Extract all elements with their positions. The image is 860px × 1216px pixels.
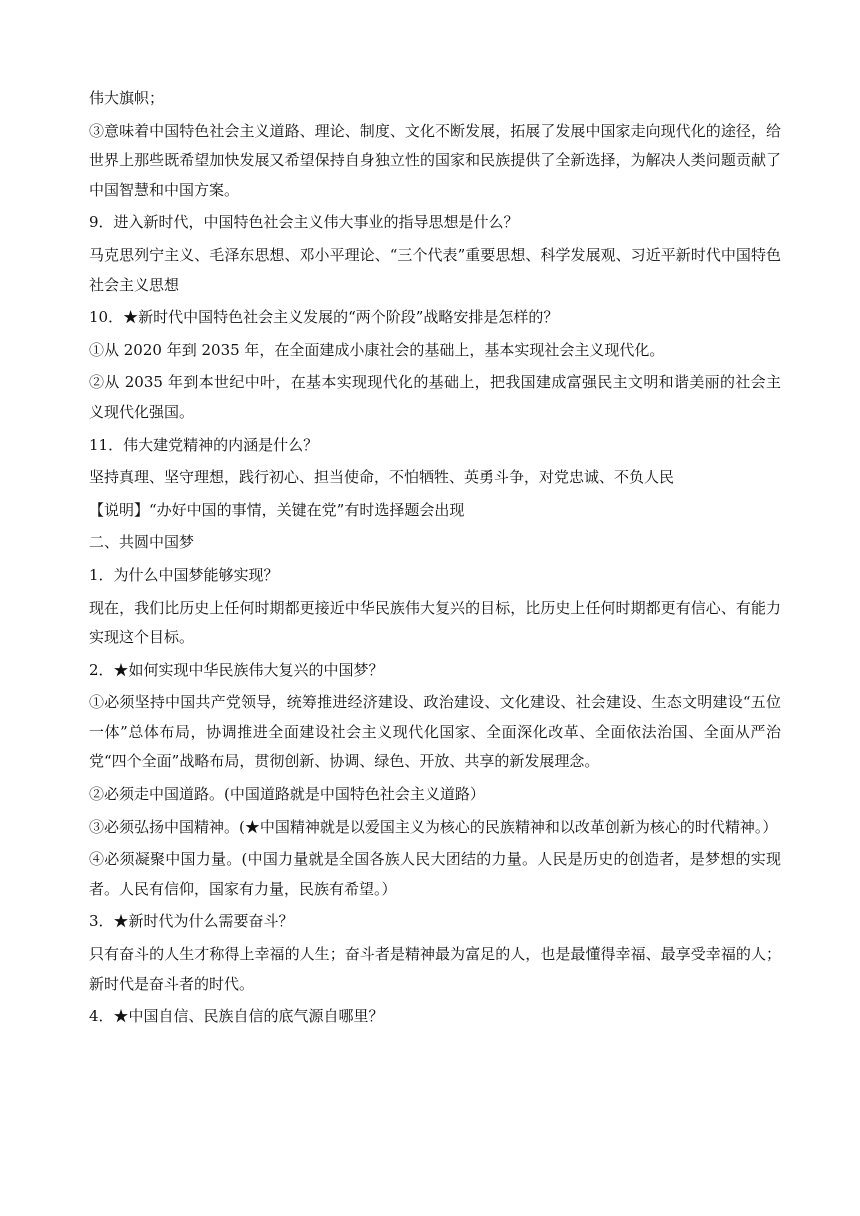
answer-paragraph: ③意味着中国特色社会主义道路、理论、制度、文化不断发展，拓展了发展中国家走向现代化的途径，给世界上那些既希望加快发展又希望保持自身独立性的国家和民族提供了全新选择，为解决人类问题贡献了中国智慧和中国方案。 [89,121,781,199]
answer-paragraph: ③必须弘扬中国精神。(★中国精神就是以爱国主义为核心的民族精神和以改革创新为核心的时代精神。） [89,817,778,836]
answer-paragraph: 只有奋斗的人生才称得上幸福的人生；奋斗者是精神最为富足的人，也是最懂得幸福、最享受幸福的人；新时代是奋斗者的时代。 [89,945,781,993]
answer-paragraph: 坚持真理、坚守理想，践行初心、担当使命，不怕牺牲、英勇斗争，对党忠诚、不负人民 [89,468,675,487]
answer-paragraph: 现在，我们比历史上任何时期都更接近中华民族伟大复兴的目标，比历史上任何时期都更有信心、有能力实现这个目标。 [89,598,781,647]
answer-paragraph: ①必须坚持中国共产党领导，统筹推进经济建设、政治建设、文化建设、社会建设、生态文明建设“五位一体”总体布局，协调推进全面建设社会主义现代化国家、全面深化改革、全面依法治国、全面从严治党“四个全面”战略布局，贯彻创新、协调、绿色、开放、共享的新发展理念。 [89,693,781,771]
answer-paragraph: ①从 2020 年到 2035 年，在全面建成小康社会的基础上，基本实现社会主义现代化。 [89,340,665,359]
question-heading: 1．为什么中国梦能够实现？ [89,565,279,584]
text-line: 伟大旗帜； [89,89,165,107]
question-heading: 11．伟大建党精神的内涵是什么？ [89,435,319,454]
answer-paragraph: ④必须凝聚中国力量。(中国力量就是全国各族人民大团结的力量。人民是历史的创造者，是梦想的实现者。人民有信仰，国家有力量，民族有希望。） [89,850,781,898]
question-heading: 2．★如何实现中华民族伟大复兴的中国梦？ [89,660,384,679]
question-heading: 4．★中国自信、民族自信的底气源自哪里？ [89,1007,384,1026]
section-heading: 二、共圆中国梦 [89,533,195,552]
answer-paragraph: ②从 2035 年到本世纪中叶，在基本实现现代化的基础上，把我国建成富强民主文明和谐美丽的社会主义现代化强国。 [89,373,781,421]
document-body [89,84,781,1032]
question-heading: 3．★新时代为什么需要奋斗？ [89,912,294,931]
answer-paragraph: 马克思列宁主义、毛泽东思想、邓小平理论、“三个代表”重要思想、科学发展观、习近平新时代中国特色社会主义思想 [89,245,781,294]
question-heading: 10．★新时代中国特色社会主义发展的“两个阶段”战略安排是怎样的？ [89,308,559,327]
note-paragraph: 【说明】“办好中国的事情，关键在党”有时选择题会出现 [89,500,465,519]
question-heading: 9．进入新时代，中国特色社会主义伟大事业的指导思想是什么？ [89,213,519,232]
answer-paragraph: ②必须走中国道路。(中国道路就是中国特色社会主义道路） [89,785,485,804]
